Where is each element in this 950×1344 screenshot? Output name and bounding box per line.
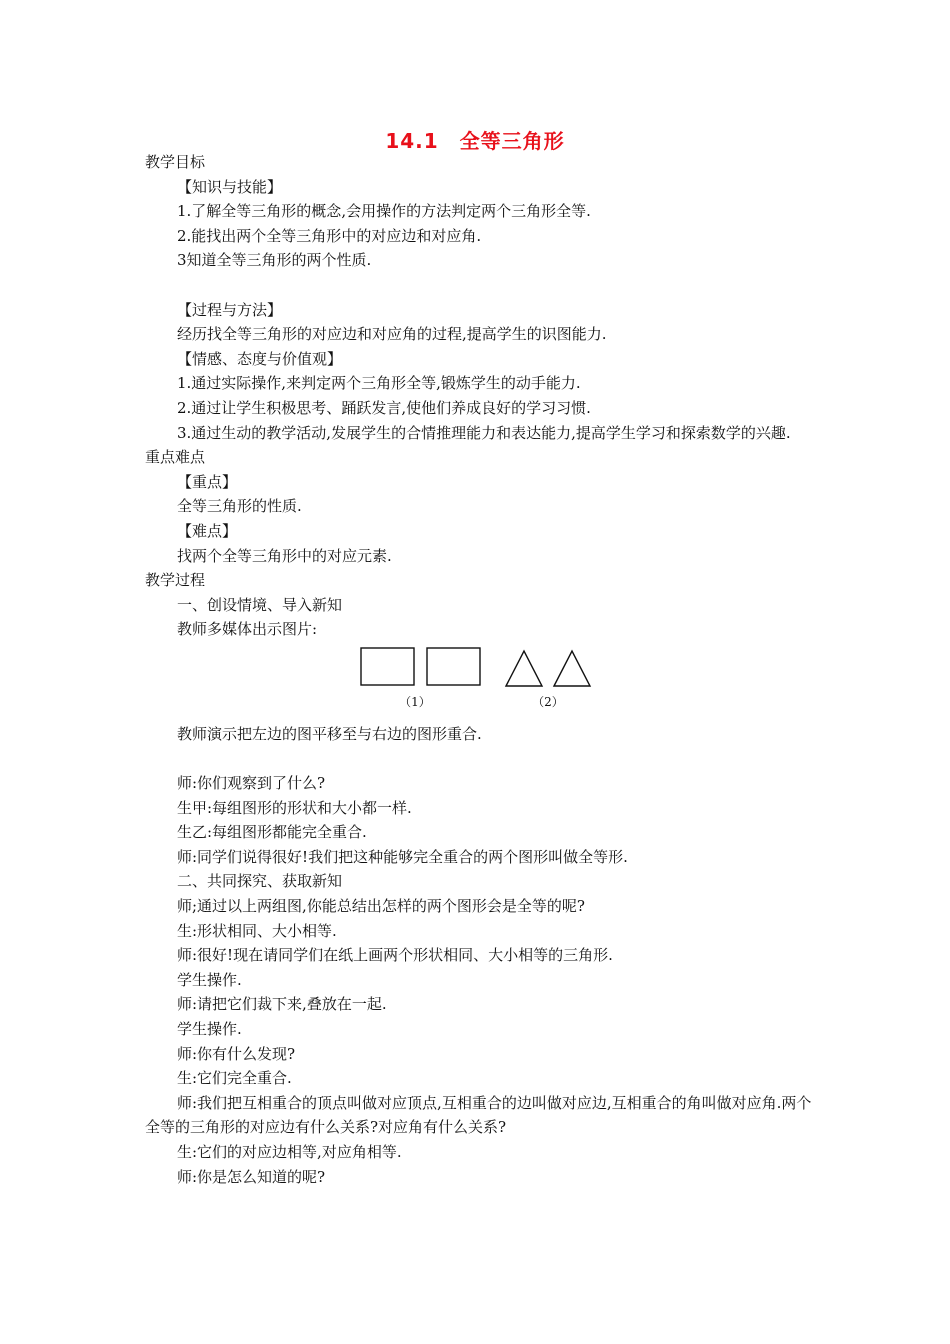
subsection-heading: 【知识与技能】 [177, 177, 283, 196]
shapes-figure [145, 642, 815, 722]
triangle-left [506, 651, 542, 686]
paragraph: 1.通过实际操作,来判定两个三角形全等,锻炼学生的动手能力. [177, 374, 581, 393]
dialogue-line: 师:很好!现在请同学们在纸上画两个形状相同、大小相等的三角形. [177, 946, 613, 965]
blank-line [145, 273, 815, 298]
dialogue-line: 师:你是怎么知道的呢? [177, 1167, 326, 1186]
paragraph: 教师多媒体出示图片: [177, 620, 318, 639]
dialogue-line: 生:它们完全重合. [177, 1069, 292, 1088]
rectangle-right [427, 648, 480, 685]
figure-label-1: （1） [399, 694, 431, 709]
rectangle-left [361, 648, 414, 685]
section-heading: 重点难点 [145, 448, 206, 467]
paragraph: 一、创设情境、导入新知 [177, 595, 343, 614]
paragraph: 2.能找出两个全等三角形中的对应边和对应角. [177, 226, 482, 245]
shapes-illustration [355, 644, 595, 714]
figure-label-2: （2） [532, 694, 564, 709]
section-heading: 教学过程 [145, 571, 206, 590]
paragraph: 找两个全等三角形中的对应元素. [177, 546, 392, 565]
paragraph: 2.通过让学生积极思考、踊跃发言,使他们养成良好的学习习惯. [177, 398, 591, 417]
dialogue-line: 生乙:每组图形都能完全重合. [177, 823, 367, 842]
subsection-heading: 【情感、态度与价值观】 [177, 349, 343, 368]
dialogue-line: 师:你们观察到了什么? [177, 774, 326, 793]
page-title: 14.1 全等三角形 [385, 129, 565, 153]
dialogue-line: 师:请把它们裁下来,叠放在一起. [177, 995, 387, 1014]
document-body [145, 150, 815, 1189]
dialogue-line: 生:它们的对应边相等,对应角相等. [177, 1142, 402, 1161]
paragraph: 教师演示把左边的图平移至与右边的图形重合. [177, 724, 482, 743]
dialogue-line: 师;通过以上两组图,你能总结出怎样的两个图形会是全等的呢? [177, 897, 585, 916]
paragraph: 经历找全等三角形的对应边和对应角的过程,提高学生的识图能力. [177, 325, 607, 344]
section-heading: 二、共同探究、获取新知 [177, 872, 343, 891]
dialogue-line: 师:你有什么发现? [177, 1044, 296, 1063]
paragraph: 1.了解全等三角形的概念,会用操作的方法判定两个三角形全等. [177, 202, 591, 221]
paragraph: 3.通过生动的教学活动,发展学生的合情推理能力和表达能力,提高学生学习和探索数学的兴趣. [177, 423, 791, 442]
subsection-heading: 【过程与方法】 [177, 300, 283, 319]
dialogue-line: 师:我们把互相重合的顶点叫做对应顶点,互相重合的边叫做对应边,互相重合的角叫做对应角.两个全等的三角形的对应边有什么关系?对应角有什么关系? [145, 1093, 812, 1137]
subsection-heading: 【重点】 [177, 472, 238, 491]
triangle-right [554, 651, 590, 686]
blank-line [145, 746, 815, 771]
dialogue-line: 生:形状相同、大小相等. [177, 921, 337, 940]
paragraph: 3知道全等三角形的两个性质. [177, 251, 372, 270]
dialogue-line: 生甲:每组图形的形状和大小都一样. [177, 798, 412, 817]
dialogue-line: 学生操作. [177, 1020, 242, 1038]
subsection-heading: 【难点】 [177, 521, 238, 540]
dialogue-line: 学生操作. [177, 970, 242, 989]
section-heading: 教学目标 [145, 153, 206, 171]
paragraph: 全等三角形的性质. [177, 497, 302, 516]
dialogue-line: 师:同学们说得很好!我们把这种能够完全重合的两个图形叫做全等形. [177, 847, 628, 866]
